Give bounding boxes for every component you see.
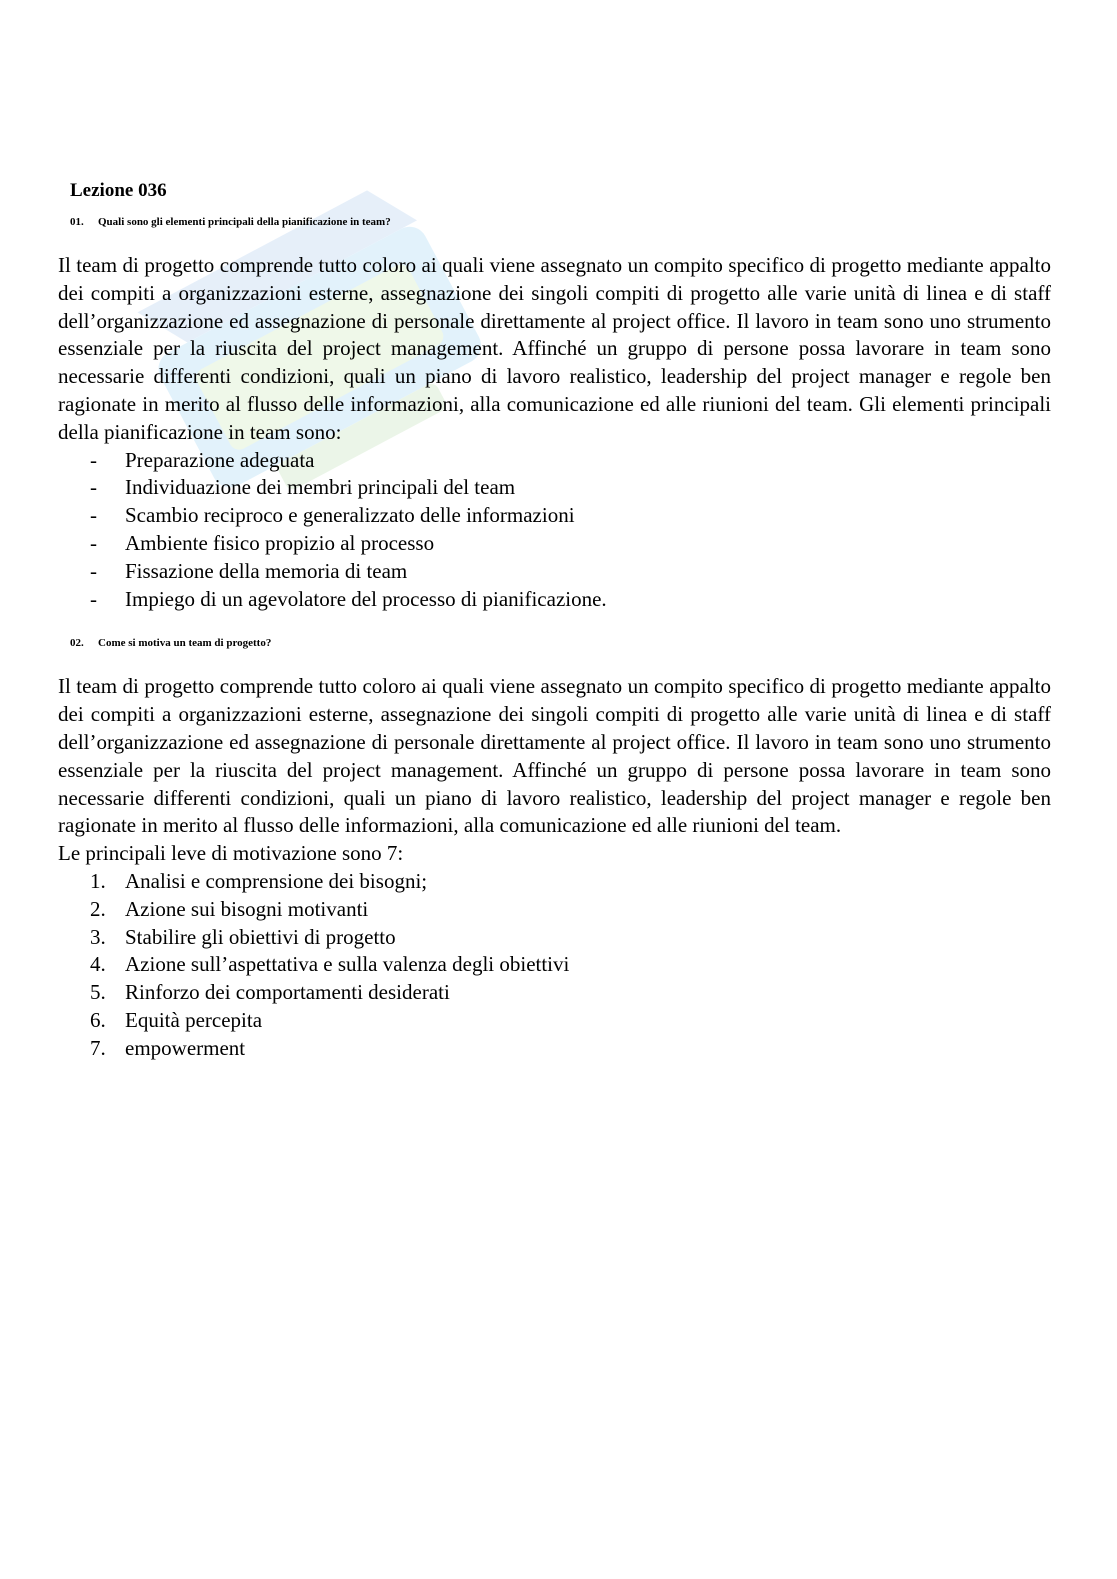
list-item [58,951,1051,979]
list-item [58,1035,1051,1063]
list-item [58,474,1051,502]
question-2-heading [70,635,1051,651]
list-item-text: Azione sui bisogni motivanti [125,896,369,921]
list-item-text: Analisi e comprensione dei bisogni; [125,868,428,893]
list-item-number: 7. [90,1035,106,1060]
list-item [58,586,1051,614]
list-item-text: Stabilire gli obiettivi di progetto [125,924,396,949]
list-item-text: Individuazione dei membri principali del team [125,475,516,500]
list-item-text: Preparazione adeguata [125,447,315,472]
dash-bullet: - [90,558,97,583]
list-item [58,924,1051,952]
list-item [58,1007,1051,1035]
lesson-title: Lezione 036 [70,180,167,201]
dash-bullet: - [90,475,97,500]
list-item-text: Fissazione della memoria di team [125,558,408,583]
list-item [58,868,1051,896]
list-item [58,979,1051,1007]
question-2-number: 02. [70,637,84,650]
list-item-number: 6. [90,1007,106,1032]
question-1-element-list [58,447,1051,614]
question-1-text: Quali sono gli elementi principali della pianificazione in team? [98,216,391,228]
list-item [58,896,1051,924]
question-2-text: Come si motiva un team di progetto? [98,637,272,650]
list-item-text: Scambio reciproco e generalizzato delle informazioni [125,503,575,528]
list-item-number: 5. [90,980,106,1005]
question-2-answer: Il team di progetto comprende tutto coloro ai quali viene assegnato un compito specifico di progetto mediante appalto dei compiti a organizzazioni esterne, assegnazione dei singoli compiti di progetto alle varie unità di linea e di staff dell’organizzazione ed assegnazione di personale direttamente al project office. Il lavoro in team sono uno strumento essenziale per la riuscita del project management. Affinché un gruppo di persone possa lavorare in team sono necessarie differenti condizioni, quali un piano di lavoro realistico, leadership del project manager e regole ben ragionate in merito al flusso delle informazioni, alla comunicazione ed alle riunioni del team. [58,674,1051,838]
list-item-number: 3. [90,924,106,949]
list-item-text: Azione sull’aspettativa e sulla valenza degli obiettivi [125,952,570,977]
dash-bullet: - [90,586,97,611]
list-item-number: 4. [90,952,106,977]
list-item-number: 2. [90,896,106,921]
list-item-text: Equità percepita [125,1007,263,1032]
question-2-levers-list [58,868,1051,1063]
list-item [58,502,1051,530]
list-item-text: Ambiente fisico propizio al processo [125,530,435,555]
list-item-text: Impiego di un agevolatore del processo di pianificazione. [125,586,607,611]
list-item [58,530,1051,558]
dash-bullet: - [90,447,97,472]
question-1-number: 01. [70,216,84,228]
question-1-answer: Il team di progetto comprende tutto coloro ai quali viene assegnato un compito specifico di progetto mediante appalto dei compiti a organizzazioni esterne, assegnazione dei singoli compiti di progetto alle varie unità di linea e di staff dell’organizzazione ed assegnazione di personale direttamente al project office. Il lavoro in team sono uno strumento essenziale per la riuscita del project management. Affinché un gruppo di persone possa lavorare in team sono necessarie differenti condizioni, quali un piano di lavoro realistico, leadership del project manager e regole ben ragionate in merito al flusso delle informazioni, alla comunicazione ed alle riunioni del team. Gli elementi principali della pianificazione in team sono: [58,253,1051,444]
dash-bullet: - [90,530,97,555]
list-item-text: Rinforzo dei comportamenti desiderati [125,980,450,1005]
list-item [58,447,1051,475]
document-page [58,178,1051,1063]
list-item [58,558,1051,586]
list-item-text: empowerment [125,1035,246,1060]
question-1-heading [70,214,1051,230]
dash-bullet: - [90,503,97,528]
list-item-number: 1. [90,868,106,893]
levers-intro: Le principali leve di motivazione sono 7: [58,841,404,866]
